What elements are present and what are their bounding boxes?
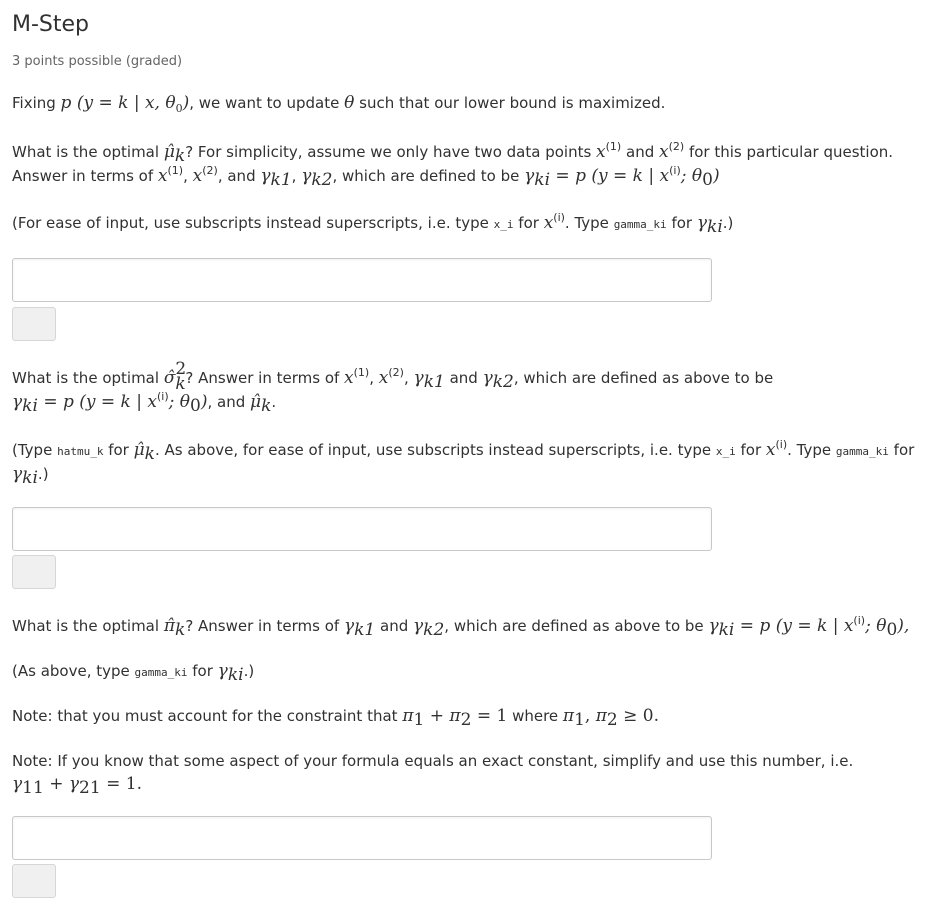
q1-line1: What is the optimal $\mû_k$? For simplicity, assume we only have two data points $x^{(1)}$ and $x^{(2)}$ for this particular question. bbox=[12, 140, 894, 166]
submit-button-mu[interactable] bbox=[12, 307, 56, 341]
page-title: M-Step bbox=[12, 12, 90, 37]
q3-note1: Note: that you must account for the constraint that $\pi_1 + \pi_2 = 1$ where $\pi_1$, $\pi_2 \ge 0$. bbox=[12, 706, 660, 730]
q3-line1: What is the optimal $\pî_k$? Answer in terms of $\gamma_{k1}$ and $\gamma_{k2}$, which are defined as above to be $\gamma_{ki} = p$ (y = k | $x^{(i)}$; $\theta_0$), bbox=[12, 614, 910, 640]
q3-note2-line1: Note: If you know that some aspect of your formula equals an exact constant, simplify and use this number, i.e. bbox=[12, 752, 854, 770]
q3-hint: (As above, type gamma_ki for $\gamma_{ki}$.) bbox=[12, 661, 255, 685]
q2-line2: $\gamma_{ki} = p$ (y = k | $x^{(i)}$; $\theta_0$), and $\mû_k$. bbox=[12, 390, 277, 416]
q1-line2: Answer in terms of $x^{(1)}$, $x^{(2)}$, and $\gamma_{k1}$, $\gamma_{k2}$, which are defined to be $\gamma_{ki} = p$ (y = k | $x^{(i)}$; $\theta_0$) bbox=[12, 164, 720, 190]
q1-hint: (For ease of input, use subscripts instead superscripts, i.e. type x_i for $x^{(i)}$. Type gamma_ki for $\gamma_{ki}$.) bbox=[12, 211, 734, 237]
submit-button-pi[interactable] bbox=[12, 864, 56, 898]
q2-line1: What is the optimal σ̂ 2 k ? Answer in terms of $x^{(1)}$, $x^{(2)}$, $\gamma_{k1}$ and $\gamma_{k2}$, which are defined as above to be bbox=[12, 359, 774, 394]
points-possible: 3 points possible (graded) bbox=[12, 54, 183, 69]
answer-input-sigma[interactable] bbox=[12, 507, 712, 551]
submit-button-sigma[interactable] bbox=[12, 555, 56, 589]
q2-hint-line2: $\gamma_{ki}$.) bbox=[12, 464, 49, 488]
intro-text: Fixing p (y = k | x, $\theta_0$), we want to update θ such that our lower bound is maximized. bbox=[12, 93, 666, 115]
answer-input-mu[interactable] bbox=[12, 258, 712, 302]
answer-input-pi[interactable] bbox=[12, 816, 712, 860]
q3-note2-line2: $\gamma_{11} + \gamma_{21} = 1$. bbox=[12, 774, 142, 798]
q2-hint-line1: (Type hatmu_k for $\mû_k$. As above, for ease of input, use subscripts instead superscripts, i.e. type x_i for $x^{(i)}$. Type gamma_ki for bbox=[12, 438, 915, 464]
